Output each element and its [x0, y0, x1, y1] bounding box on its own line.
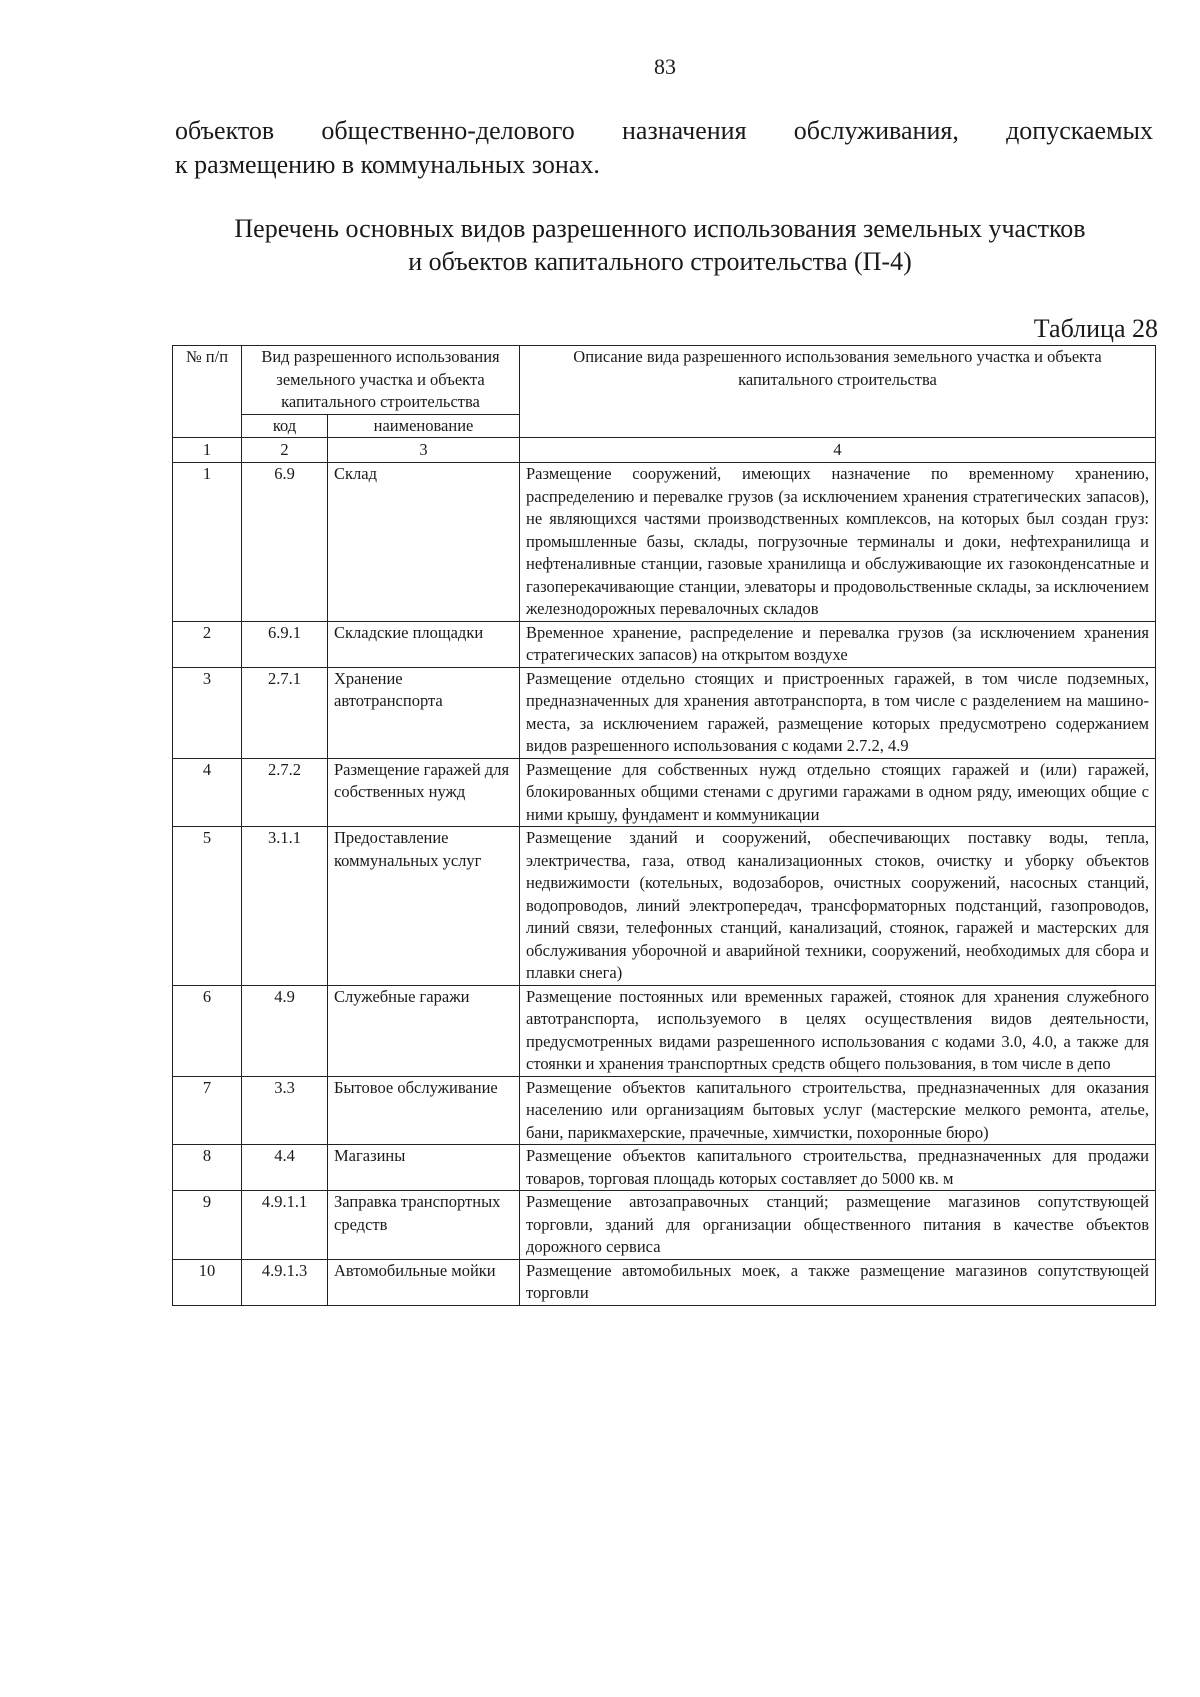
table-row	[173, 667, 1156, 758]
table-row	[173, 985, 1156, 1076]
table-row	[173, 1076, 1156, 1145]
title-line-1: Перечень основных видов разрешенного использования земельных участков	[234, 214, 1086, 243]
header-kind: Вид разрешенного использования земельного участка и объекта капитального строительства	[242, 346, 520, 415]
row-description: Размещение отдельно стоящих и пристроенных гаражей, в том числе подземных, предназначенных для хранения автотранспорта, в том числе с разделением на машино-места, за исключением гаражей, размещение которых предусмотрено содержанием видов разрешенного использования с кодами 2.7.2, 4.9	[520, 667, 1156, 758]
column-number: 1	[173, 438, 242, 463]
row-number: 9	[173, 1191, 242, 1260]
row-code: 4.9.1.1	[242, 1191, 328, 1260]
row-description: Размещение автозаправочных станций; размещение магазинов сопутствующей торговли, зданий для организации общественного питания в качестве объектов дорожного сервиса	[520, 1191, 1156, 1260]
row-name: Склад	[328, 463, 520, 622]
header-num: № п/п	[173, 346, 242, 438]
column-number: 2	[242, 438, 328, 463]
row-name: Магазины	[328, 1145, 520, 1191]
header-name: наименование	[328, 414, 520, 438]
table-row	[173, 1259, 1156, 1305]
row-name: Складские площадки	[328, 621, 520, 667]
row-code: 3.1.1	[242, 827, 328, 986]
row-number: 4	[173, 758, 242, 827]
column-number: 4	[520, 438, 1156, 463]
row-description: Размещение постоянных или временных гаражей, стоянок для хранения служебного автотранспорта, используемого в целях осуществления видов деятельности, предусмотренных видами разрешенного использования с кодами 3.0, 4.0, а также для стоянки и хранения транспортных средств общего пользования, в том числе в депо	[520, 985, 1156, 1076]
header-description: Описание вида разрешенного использования земельного участка и объекта капитального строительства	[520, 346, 1156, 438]
row-number: 6	[173, 985, 242, 1076]
header-code: код	[242, 414, 328, 438]
row-description: Временное хранение, распределение и перевалка грузов (за исключением хранения стратегических запасов) на открытом воздухе	[520, 621, 1156, 667]
row-code: 4.9.1.3	[242, 1259, 328, 1305]
table-row	[173, 1145, 1156, 1191]
row-code: 2.7.1	[242, 667, 328, 758]
row-code: 6.9.1	[242, 621, 328, 667]
row-name: Заправка транспортных средств	[328, 1191, 520, 1260]
row-code: 4.4	[242, 1145, 328, 1191]
row-name: Бытовое обслуживание	[328, 1076, 520, 1145]
row-name: Хранение автотранспорта	[328, 667, 520, 758]
row-description: Размещение сооружений, имеющих назначение по временному хранению, распределению и перевалке грузов (за исключением хранения стратегических запасов), не являющихся частями производственных комплексов, на которых был создан груз: промышленные базы, склады, погрузочные терминалы и доки, нефтехранилища и нефтеналивные станции, газовые хранилища и обслуживающие их газоконденсатные и газоперекачивающие станции, элеваторы и продовольственные склады, за исключением железнодорожных перевалочных складов	[520, 463, 1156, 622]
table-row	[173, 827, 1156, 986]
intro-line-1: объектов общественно-делового назначения обслуживания, допускаемых	[175, 116, 1153, 145]
row-number: 8	[173, 1145, 242, 1191]
row-number: 5	[173, 827, 242, 986]
land-use-table	[172, 345, 1156, 1306]
row-description: Размещение автомобильных моек, а также размещение магазинов сопутствующей торговли	[520, 1259, 1156, 1305]
row-description: Размещение объектов капитального строительства, предназначенных для оказания населению или организациям бытовых услуг (мастерские мелкого ремонта, ателье, бани, парикмахерские, прачечные, химчистки, похоронные бюро)	[520, 1076, 1156, 1145]
row-code: 6.9	[242, 463, 328, 622]
table-row	[173, 463, 1156, 622]
row-number: 3	[173, 667, 242, 758]
row-number: 10	[173, 1259, 242, 1305]
row-code: 3.3	[242, 1076, 328, 1145]
table-caption: Таблица 28	[1033, 314, 1158, 343]
document-title	[160, 212, 1160, 278]
row-name: Предоставление коммунальных услуг	[328, 827, 520, 986]
title-line-2: и объектов капитального строительства (П-4)	[408, 247, 912, 276]
row-name: Автомобильные мойки	[328, 1259, 520, 1305]
column-numbers-row	[173, 438, 1156, 463]
table-header-row	[173, 346, 1156, 415]
row-code: 2.7.2	[242, 758, 328, 827]
row-description: Размещение зданий и сооружений, обеспечивающих поставку воды, тепла, электричества, газа, отвод канализационных стоков, очистку и уборку объектов недвижимости (котельных, водозаборов, очистных сооружений, насосных станций, водопроводов, линий электропередач, трансформаторных подстанций, газопроводов, линий связи, телефонных станций, канализаций, стоянок, гаражей и мастерских для обслуживания уборочной и аварийной техники, сооружений, необходимых для сбора и плавки снега)	[520, 827, 1156, 986]
intro-paragraph	[175, 114, 1153, 182]
row-description: Размещение для собственных нужд отдельно стоящих гаражей и (или) гаражей, блокированных общими стенами с другими гаражами в одном ряду, имеющих общие с ними крышу, фундамент и коммуникации	[520, 758, 1156, 827]
table-row	[173, 758, 1156, 827]
column-number: 3	[328, 438, 520, 463]
row-number: 2	[173, 621, 242, 667]
row-description: Размещение объектов капитального строительства, предназначенных для продажи товаров, торговая площадь которых составляет до 5000 кв. м	[520, 1145, 1156, 1191]
row-name: Размещение гаражей для собственных нужд	[328, 758, 520, 827]
row-number: 7	[173, 1076, 242, 1145]
row-number: 1	[173, 463, 242, 622]
table-row	[173, 1191, 1156, 1260]
row-code: 4.9	[242, 985, 328, 1076]
row-name: Служебные гаражи	[328, 985, 520, 1076]
page-number: 83	[654, 54, 676, 79]
table-row	[173, 621, 1156, 667]
intro-line-2: к размещению в коммунальных зонах.	[175, 150, 600, 179]
